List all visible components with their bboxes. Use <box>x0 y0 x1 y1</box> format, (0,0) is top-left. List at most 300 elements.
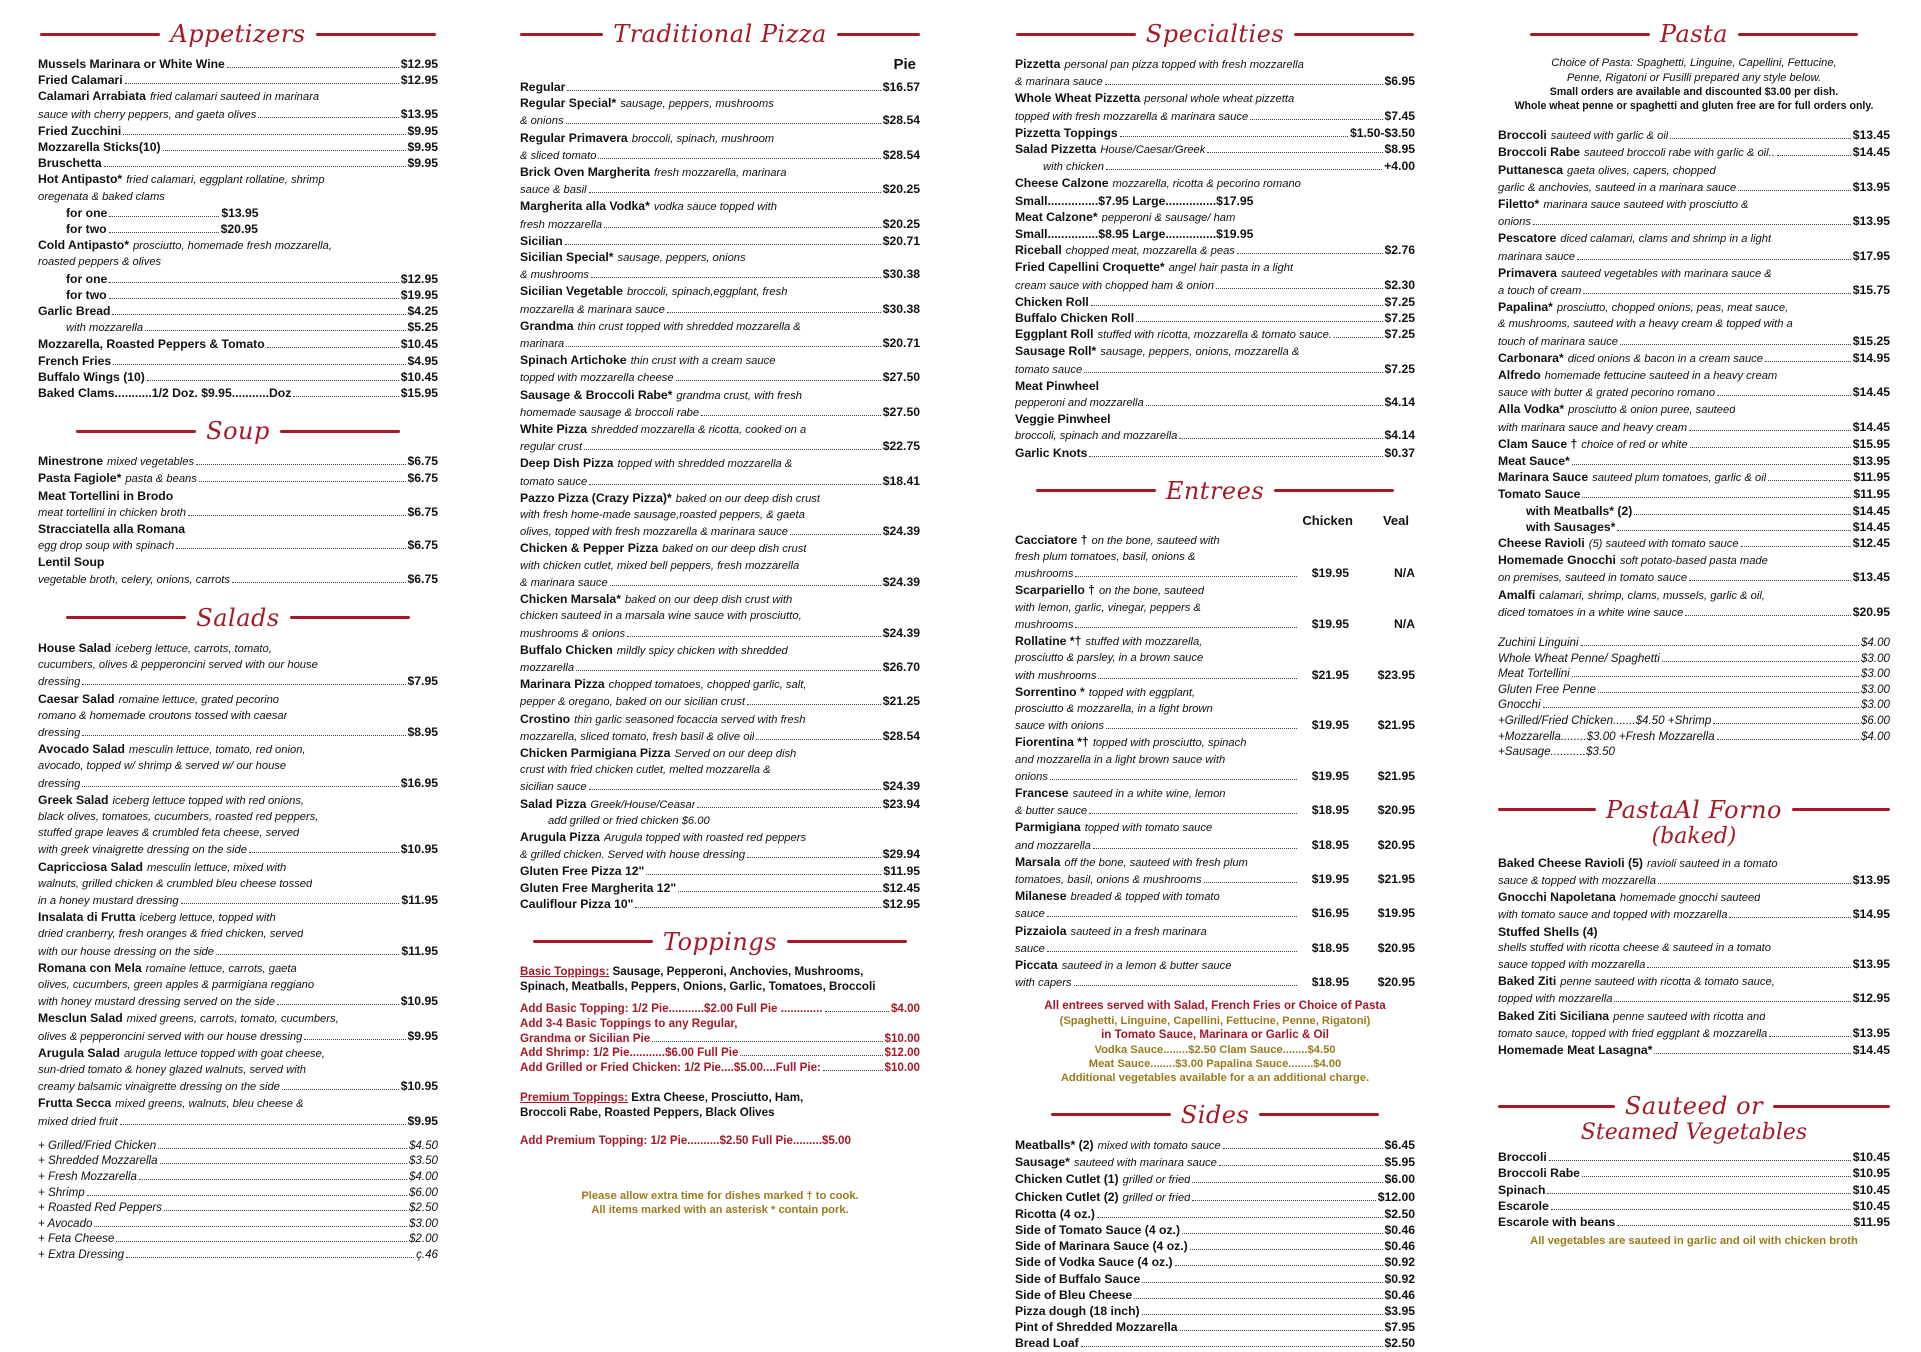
item-name: Buffalo Chicken Roll <box>1015 311 1135 326</box>
item-description: breaded & topped with tomato <box>1070 891 1220 904</box>
item-name: Greek Salad <box>38 792 109 807</box>
item-description: crust with fried chicken cutlet, melted mozzarella & <box>520 764 771 777</box>
entree-item <box>1015 717 1415 734</box>
menu-item <box>1498 469 1890 486</box>
item-name: Brick Oven Margherita <box>520 165 651 180</box>
item-name: Parmigiana <box>1015 820 1081 835</box>
item-description: broccoli, spinach and mozzarella <box>1015 430 1178 443</box>
menu-item <box>38 977 438 993</box>
item-description: with mushrooms <box>1015 669 1097 682</box>
addon-label: + Avocado <box>38 1216 93 1230</box>
dot-leader <box>293 396 398 397</box>
item-name: French Fries <box>38 353 112 368</box>
item-name: Avocado Salad <box>38 742 125 757</box>
item-name: Garlic Bread <box>38 304 111 319</box>
addon-label: Gnocchi <box>1498 698 1541 712</box>
menu-item <box>1498 367 1890 384</box>
menu-item <box>1015 193 1415 209</box>
item-description: broccoli, spinach, mushroom <box>631 132 775 145</box>
menu-item <box>520 608 920 624</box>
dot-leader <box>825 1011 889 1012</box>
header-rule <box>787 940 907 943</box>
menu-item <box>38 221 438 237</box>
dot-leader <box>94 1226 407 1227</box>
item-price: $1.50-$3.50 <box>1349 125 1415 140</box>
item-name: Salad Pizza <box>520 796 587 811</box>
menu-item <box>38 1095 438 1112</box>
menu-item <box>38 56 438 72</box>
pork-note: All items marked with an asterisk * contain pork. <box>591 1203 849 1216</box>
item-name: Regular Special* <box>520 96 617 111</box>
menu-item <box>520 676 920 693</box>
dot-leader <box>1582 1176 1851 1177</box>
header-rule <box>1773 1105 1890 1108</box>
menu-item <box>1498 384 1890 401</box>
premium-toppings-label: Premium Toppings: <box>520 1090 628 1104</box>
item-price: $20.25 <box>882 216 920 231</box>
item-description: sauce with onions <box>1015 720 1104 733</box>
item-name: Mozzarella Sticks(10) <box>38 140 161 155</box>
item-name: Gluten Free Pizza 12" <box>520 864 645 879</box>
item-name: Cold Antipasto* <box>38 238 129 253</box>
addon-label: + Extra Dressing <box>38 1247 125 1261</box>
addon-price: $6.00 <box>408 1185 438 1199</box>
topping-text: Grandma or Sicilian Pie <box>520 1031 651 1045</box>
item-description: diced calamari, clams and shrimp in a light <box>1560 233 1772 246</box>
veal-price: N/A <box>1394 616 1415 631</box>
dot-leader <box>1098 678 1297 679</box>
dot-leader <box>1658 883 1851 884</box>
menu-item <box>1498 316 1890 332</box>
item-price: $13.95 <box>400 106 438 121</box>
menu-item <box>520 796 920 813</box>
item-name: White Pizza <box>520 422 588 437</box>
menu-item <box>38 353 438 369</box>
dot-leader <box>1047 951 1297 952</box>
item-price: $2.76 <box>1384 243 1415 258</box>
dot-leader <box>176 548 405 549</box>
item-name: Pint of Shredded Mozzarella <box>1015 1320 1178 1335</box>
item-description: with mozzarella <box>66 322 144 335</box>
item-name: Spinach Artichoke <box>520 353 627 368</box>
item-name: Broccoli Rabe <box>1498 145 1580 160</box>
item-price: $7.25 <box>1384 361 1415 376</box>
addon-label: + Shredded Mozzarella <box>38 1154 158 1168</box>
menu-item <box>1498 1008 1890 1025</box>
item-name: Papalina* <box>1498 300 1553 315</box>
item-description: sausage, peppers, onions, mozzarella & <box>1100 346 1300 359</box>
item-price: $0.92 <box>1384 1271 1415 1286</box>
menu-item <box>520 438 920 455</box>
entree-item <box>1015 905 1415 922</box>
item-price: $15.25 <box>1852 333 1890 348</box>
item-price: $11.95 <box>1853 487 1890 502</box>
item-description: with chicken <box>1043 161 1104 174</box>
item-price: $30.38 <box>882 267 920 282</box>
forno-subtitle: (baked) <box>1651 823 1737 849</box>
dot-leader <box>1547 1193 1850 1194</box>
item-name: Side of Vodka Sauce (4 oz.) <box>1015 1255 1173 1270</box>
item-description: sauteed in a lemon & butter sauce <box>1061 959 1232 972</box>
dot-leader <box>1089 456 1382 457</box>
topping-text: Add Grilled or Fried Chicken: 1/2 Pie....$5.00....Full Pie: <box>520 1061 821 1075</box>
menu-item <box>520 369 920 386</box>
dot-leader <box>1582 497 1851 498</box>
item-description: shells stuffed with ricotta cheese & sauteed in a tomato <box>1498 941 1772 954</box>
sauce-prices-2: Meat Sauce........$3.00 Papalina Sauce........$4.00 <box>1088 1057 1342 1070</box>
item-name: Alfredo <box>1498 368 1541 383</box>
item-description: thin crust topped with shredded mozzarella & <box>577 320 801 333</box>
item-description: soft potato-based pasta made <box>1619 555 1768 568</box>
veal-price: $21.95 <box>1377 768 1415 783</box>
item-price: $14.45 <box>1852 519 1890 534</box>
menu-item <box>520 778 920 795</box>
item-name: Mozzarella, Roasted Peppers & Tomato <box>38 337 265 352</box>
section-title: Pasta <box>1659 20 1729 48</box>
menu-item <box>38 303 438 319</box>
addon-price: $2.00 <box>408 1232 438 1246</box>
item-description: on the bone, sauteed with <box>1091 534 1220 547</box>
item-price: $12.45 <box>1852 536 1890 551</box>
dot-leader <box>823 1070 883 1071</box>
dot-leader <box>1572 676 1859 677</box>
item-name: Sorrentino * <box>1015 684 1085 699</box>
item-description: vodka sauce topped with <box>653 201 777 214</box>
menu-item <box>1015 175 1415 192</box>
item-name: Sicilian Special* <box>520 250 614 265</box>
item-description: on premises, sauteed in tomato sauce <box>1498 572 1688 585</box>
dot-leader <box>120 1124 406 1125</box>
item-price: $13.95 <box>221 205 259 220</box>
addon-price: $3.50 <box>408 1154 438 1168</box>
chicken-column-label: Chicken <box>1302 512 1353 528</box>
entrees-note-1: All entrees served with Salad, French Fries or Choice of Pasta <box>1044 999 1386 1013</box>
item-name: Eggplant Roll <box>1015 327 1094 342</box>
item-description: homemade sausage & broccoli rabe <box>520 406 700 419</box>
soup-list <box>38 453 438 588</box>
section-title: Sauteed or <box>1624 1092 1764 1121</box>
item-price: $28.54 <box>882 113 920 128</box>
chicken-price: $19.95 <box>1311 871 1349 886</box>
dot-leader <box>147 380 399 381</box>
dot-leader <box>126 1257 414 1258</box>
item-description: sauteed broccoli rabe with garlic & oil.. <box>1583 147 1775 160</box>
item-price: $24.39 <box>882 779 920 794</box>
menu-item <box>38 504 438 521</box>
dot-leader <box>652 1041 882 1042</box>
menu-item <box>1015 294 1415 310</box>
item-name: Sausage & Broccoli Rabe* <box>520 387 673 402</box>
veal-price: $20.95 <box>1377 940 1415 955</box>
dot-leader <box>1689 580 1851 581</box>
menu-item <box>38 657 438 673</box>
addon-item <box>1498 666 1890 682</box>
item-name: Meatballs* (2) <box>1015 1137 1094 1152</box>
item-price: $28.54 <box>882 147 920 162</box>
item-price: $4.95 <box>407 353 438 368</box>
dot-leader <box>163 150 406 151</box>
item-name: Alla Vodka* <box>1498 402 1565 417</box>
item-name: for one <box>66 271 108 286</box>
dot-leader <box>589 192 881 193</box>
menu-item <box>1015 1137 1415 1154</box>
menu-item <box>1498 535 1890 552</box>
item-price: $13.95 <box>1852 957 1890 972</box>
item-description: calamari, shrimp, clams, mussels, garlic & oil, <box>1539 589 1765 602</box>
menu-item <box>1015 1271 1415 1287</box>
menu-item <box>1015 125 1415 141</box>
entree-item <box>1015 940 1415 957</box>
menu-item <box>38 741 438 758</box>
item-description: walnuts, grilled chicken & crumbled bleu cheese tossed <box>38 877 313 890</box>
menu-item <box>1498 973 1890 990</box>
addon-label: +Grilled/Fried Chicken.......$4.50 +Shrimp <box>1498 714 1712 728</box>
item-description: sausage, peppers, mushrooms <box>620 98 774 111</box>
dot-leader <box>1334 337 1383 338</box>
item-description: mushrooms & onions <box>520 627 626 640</box>
item-price: $7.25 <box>1384 311 1415 326</box>
menu-item <box>1498 282 1890 299</box>
item-description: pepperoni & sausage/ ham <box>1101 211 1236 224</box>
chicken-price: $19.95 <box>1311 566 1349 581</box>
item-description: with tomato sauce and topped with mozzarella <box>1498 909 1728 922</box>
chicken-price: $21.95 <box>1311 667 1349 682</box>
menu-item <box>1498 956 1890 973</box>
entree-item <box>1015 923 1415 940</box>
dot-leader <box>1549 1160 1851 1161</box>
menu-item <box>520 711 920 728</box>
dot-leader <box>1685 615 1850 616</box>
item-name: Fried Calamari <box>38 73 123 88</box>
veal-price: $23.95 <box>1377 667 1415 682</box>
entree-item <box>1015 888 1415 905</box>
entree-item <box>1015 752 1415 768</box>
basic-toppings <box>520 964 920 994</box>
dot-leader <box>678 891 881 892</box>
item-description: and mozzarella <box>1015 839 1091 852</box>
dot-leader <box>1598 692 1859 693</box>
topping-price-line <box>520 1002 920 1017</box>
item-description: cream sauce with chopped ham & onion <box>1015 279 1215 292</box>
item-name: Marinara Pizza <box>520 677 605 692</box>
header-rule <box>290 616 410 619</box>
item-name: Regular <box>520 80 566 94</box>
item-description: & grilled chicken. Served with house dressing <box>520 849 746 862</box>
allow-time-note: Please allow extra time for dishes marked † to cook. <box>581 1189 859 1202</box>
dot-leader <box>1134 1298 1382 1299</box>
topping-price-line <box>520 1046 920 1061</box>
dot-leader <box>747 704 881 705</box>
item-description: Served on our deep dish <box>674 747 797 760</box>
item-name: Fiorentina *† <box>1015 735 1089 750</box>
item-description: sauteed plum tomatoes, garlic & oil <box>1592 472 1767 485</box>
menu-item <box>520 181 920 198</box>
item-name: Insalata di Frutta <box>38 910 136 925</box>
item-name: for two <box>66 287 107 302</box>
item-name: Stracciatella alla Romana <box>38 522 185 537</box>
entrees-note-2: (Spaghetti, Linguine, Capellini, Fettucine, Penne, Rigatoni) <box>1059 1015 1371 1028</box>
addon-label: + Fresh Mozzarella <box>38 1169 137 1183</box>
menu-item <box>38 189 438 205</box>
item-description: with chicken cutlet, mixed bell peppers, fresh mozzarella <box>520 559 800 572</box>
chicken-price: $19.95 <box>1311 616 1349 631</box>
item-description: mushrooms <box>1015 618 1074 631</box>
item-description: thin garlic seasoned focaccia served with fresh <box>574 713 806 726</box>
header-rule <box>1036 489 1156 492</box>
salad-addons-list <box>38 1138 438 1263</box>
item-description: in a honey mustard dressing <box>38 894 179 907</box>
section-title: Traditional Pizza <box>613 20 827 48</box>
header-rule <box>66 616 186 619</box>
header-rule <box>76 430 196 433</box>
item-price: $7.95 <box>1384 1320 1415 1335</box>
item-price: $13.95 <box>1852 1025 1890 1040</box>
item-description: shredded mozzarella & ricotta, cooked on a <box>591 424 807 437</box>
item-name: Margherita alla Vodka* <box>520 199 650 214</box>
item-description: personal whole wheat pizzetta <box>1144 93 1295 106</box>
item-price: $7.25 <box>1384 294 1415 309</box>
item-price: $11.95 <box>1853 1215 1890 1230</box>
item-name: Chicken Marsala* <box>520 592 621 607</box>
item-name: Amalfi <box>1498 587 1536 602</box>
item-description: thin crust with a cream sauce <box>630 355 776 368</box>
item-name: Pizzetta Toppings <box>1015 125 1118 140</box>
item-name: Regular Primavera <box>520 130 628 145</box>
menu-item <box>38 1113 438 1130</box>
item-description: mozzarella & marinara sauce <box>520 303 665 316</box>
dot-leader <box>1634 514 1850 515</box>
veal-price: $20.95 <box>1377 975 1415 990</box>
dot-leader <box>304 1039 405 1040</box>
dot-leader <box>112 314 405 315</box>
menu-item <box>520 318 920 335</box>
item-description: baked on our deep dish crust <box>675 492 821 505</box>
dot-leader <box>1690 447 1851 448</box>
section-title: Toppings <box>662 927 778 956</box>
item-description: tomato sauce <box>520 475 588 488</box>
menu-item <box>38 453 438 470</box>
item-description: marinara <box>520 338 565 351</box>
item-name: Primavera <box>1498 265 1557 280</box>
item-name: Pescatore <box>1498 231 1557 246</box>
item-name: Escarole <box>1498 1198 1549 1213</box>
item-name: Buffalo Chicken <box>520 642 613 657</box>
dot-leader <box>1216 288 1382 289</box>
entree-item <box>1015 819 1415 836</box>
item-description: with fresh home-made sausage,roasted peppers, & gaeta <box>520 509 805 522</box>
column-3 <box>1015 18 1415 1352</box>
dot-leader <box>181 903 400 904</box>
menu-item <box>38 1010 438 1027</box>
addon-price: $3.00 <box>1860 682 1890 696</box>
premium-toppings <box>520 1090 920 1120</box>
menu-item <box>38 369 438 385</box>
menu-item <box>520 846 920 863</box>
addon-item <box>38 1169 438 1185</box>
menu-item <box>520 421 920 438</box>
item-description: grilled or fried <box>1122 1191 1191 1204</box>
menu-item <box>38 758 438 774</box>
menu-item <box>38 1045 438 1062</box>
item-description: with greek vinaigrette dressing on the side <box>38 844 247 857</box>
addon-item <box>1498 651 1890 667</box>
veal-price: N/A <box>1394 566 1415 581</box>
menu-item <box>1498 924 1890 940</box>
item-description: mozzarella, ricotta & pecorino romano <box>1112 178 1301 191</box>
veal-price: $21.95 <box>1377 718 1415 733</box>
dot-leader <box>1106 728 1297 729</box>
addon-label: Meat Tortellini <box>1498 667 1570 681</box>
section-title: PastaAl Forno <box>1606 795 1782 824</box>
item-price: $10.95 <box>400 842 438 857</box>
item-price: $8.95 <box>407 724 438 739</box>
item-description: sauteed with garlic & oil <box>1550 130 1669 143</box>
item-description: meat tortellini in chicken broth <box>38 506 186 519</box>
menu-item <box>38 892 438 909</box>
item-description: tomato sauce, topped with fried eggplant & mozzarella <box>1498 1027 1768 1040</box>
item-price: $6.75 <box>407 504 438 519</box>
item-description: onions <box>1498 216 1531 229</box>
dot-leader <box>216 954 399 955</box>
item-description: diced onions & bacon in a cream sauce <box>1567 352 1763 365</box>
menu-item <box>1498 419 1890 436</box>
chicken-price: $16.95 <box>1311 906 1349 921</box>
menu-item <box>1498 179 1890 196</box>
menu-item <box>520 523 920 540</box>
item-name: with Sausages* <box>1526 519 1616 534</box>
specialties-header <box>1015 20 1415 48</box>
item-price: $10.95 <box>400 994 438 1009</box>
pasta-choice-line-1: Choice of Pasta: Spaghetti, Linguine, Capellini, Fettucine, <box>1551 57 1837 69</box>
dot-leader <box>104 166 406 167</box>
item-price: $24.39 <box>882 524 920 539</box>
menu-item <box>38 488 438 504</box>
item-name: Broccoli <box>1498 1150 1547 1165</box>
dot-leader <box>145 330 405 331</box>
menu-item <box>1015 1254 1415 1270</box>
menu-item <box>1498 1025 1890 1042</box>
addon-item <box>38 1216 438 1232</box>
menu-item <box>520 130 920 147</box>
addon-item <box>38 1247 438 1263</box>
item-description: arugula lettuce topped with goat cheese, <box>123 1047 325 1060</box>
item-description: avocado, topped w/ shrimp & served w/ our house <box>38 760 287 773</box>
dot-leader <box>1583 293 1850 294</box>
menu-item <box>1015 326 1415 343</box>
dot-leader <box>1738 190 1851 191</box>
section-title: Sides <box>1180 1100 1250 1129</box>
addon-label: +Mozzarella........$3.00 +Fresh Mozzarella <box>1498 729 1715 743</box>
item-price: $13.45 <box>1852 570 1890 585</box>
dot-leader <box>82 735 405 736</box>
header-rule <box>1498 808 1596 811</box>
menu-item <box>520 829 920 846</box>
basic-toppings-list: Sausage, Pepperoni, Anchovies, Mushrooms, <box>609 964 864 978</box>
item-description: olives & pepperoncini served with our house dressing <box>38 1030 303 1043</box>
chicken-price: $18.95 <box>1311 837 1349 852</box>
dot-leader <box>267 347 399 348</box>
item-name: Romana con Mela <box>38 960 142 975</box>
menu-item <box>38 673 438 690</box>
toppings-header <box>520 928 920 956</box>
menu-item <box>1015 209 1415 226</box>
menu-item <box>520 198 920 215</box>
item-name: Bread Loaf <box>1015 1336 1079 1351</box>
menu-item <box>1498 940 1890 956</box>
entree-item <box>1015 701 1415 717</box>
dot-leader <box>1769 1036 1850 1037</box>
item-description: egg drop soup with spinach <box>38 540 175 553</box>
